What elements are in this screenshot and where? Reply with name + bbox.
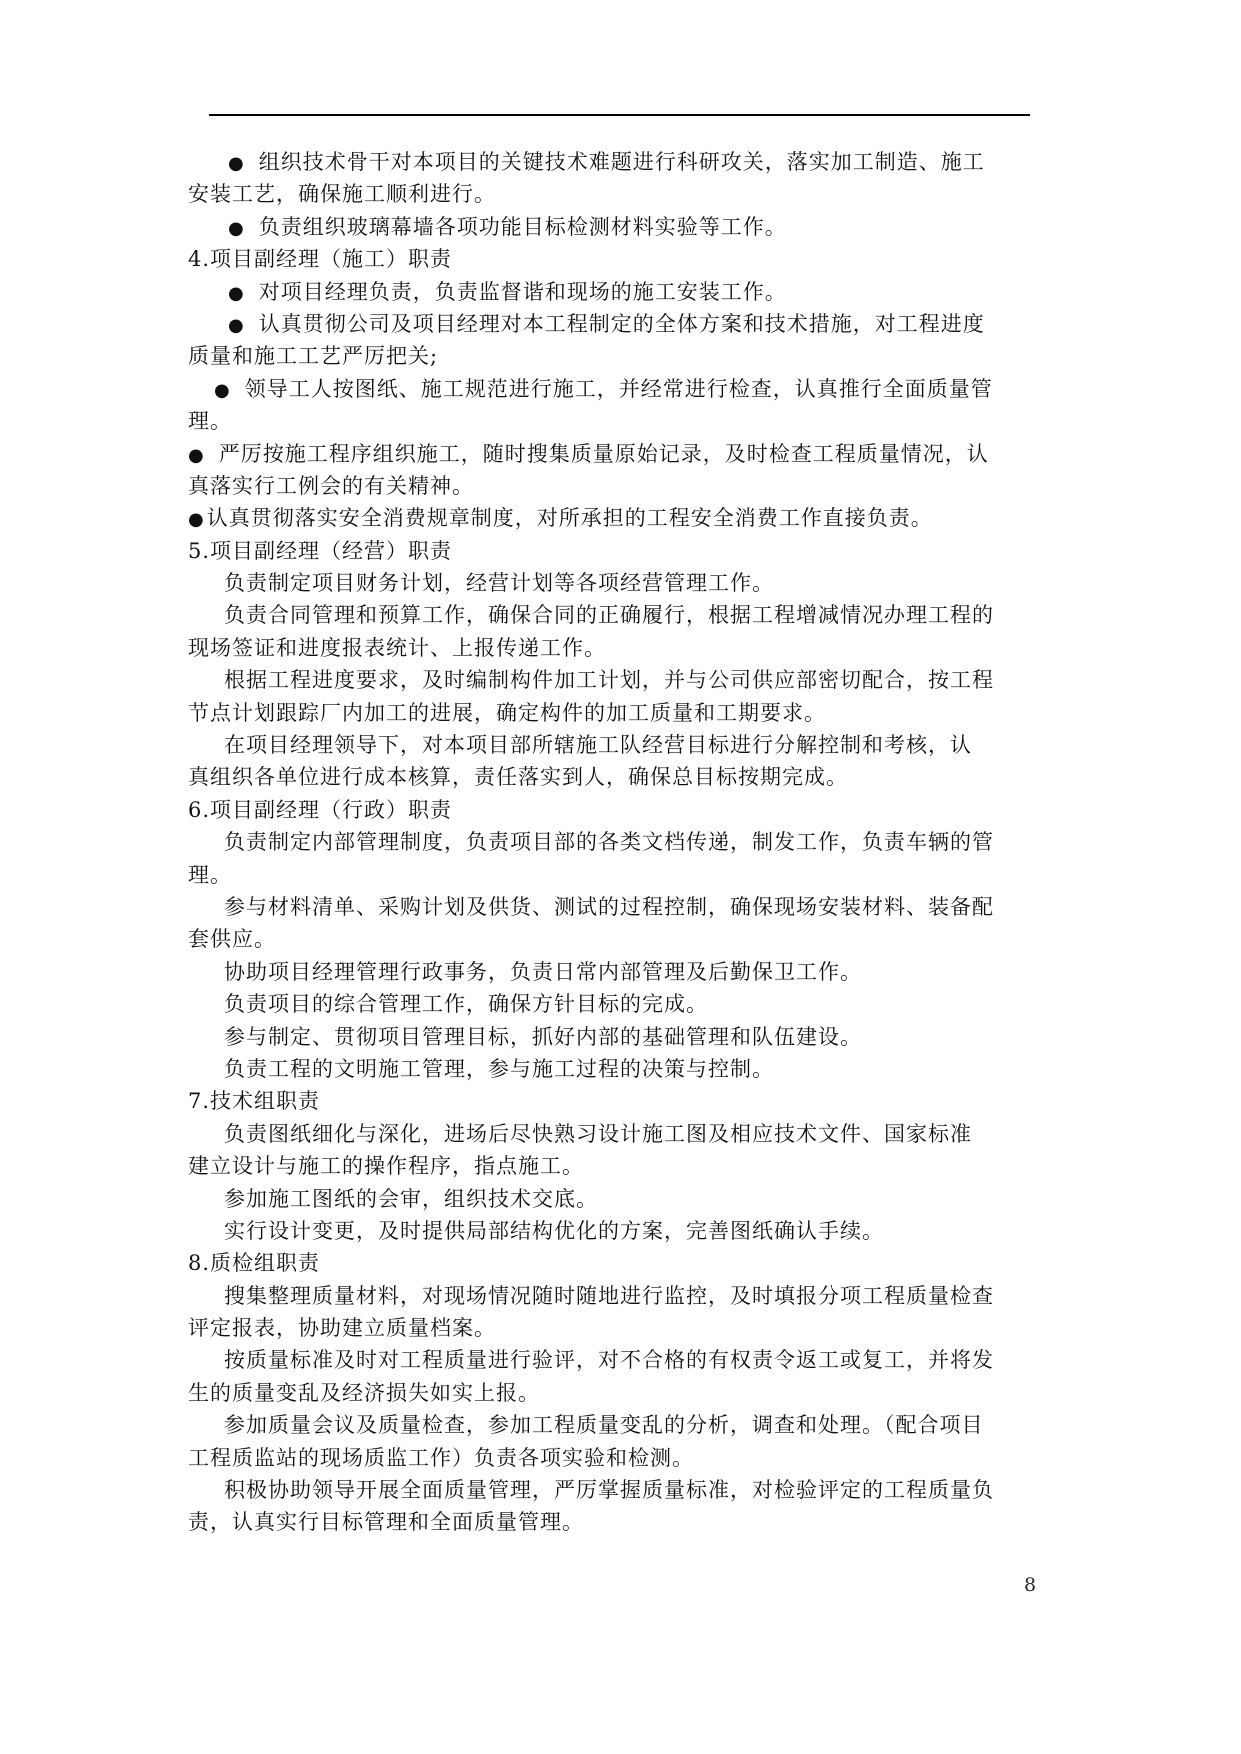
section-heading: 8.质检组职责 bbox=[188, 1251, 321, 1276]
bullet-icon: ● bbox=[228, 217, 245, 239]
section-heading: 4.项目副经理（施工）职责 bbox=[188, 247, 453, 272]
text-line: 组织技术骨干对本项目的关键技术难题进行科研攻关，落实加工制造、施工 bbox=[258, 150, 985, 174]
bullet-icon: ● bbox=[228, 314, 245, 336]
text-line: 搜集整理质量材料，对现场情况随时随地进行监控，及时填报分项工程质量检查 bbox=[224, 1283, 994, 1308]
bullet-icon: ● bbox=[188, 444, 205, 466]
section-heading: 6.项目副经理（行政）职责 bbox=[188, 797, 453, 822]
text-line: 参与制定、贯彻项目管理目标，抓好内部的基础管理和队伍建设。 bbox=[224, 1024, 862, 1049]
text-line: 对项目经理负责，负责监督谐和现场的施工安装工作。 bbox=[258, 279, 787, 304]
text-line: 负责项目的综合管理工作，确保方针目标的完成。 bbox=[224, 992, 708, 1017]
text-line: 真落实行工例会的有关精神。 bbox=[188, 473, 474, 498]
section-heading: 7.技术组职责 bbox=[188, 1089, 321, 1114]
text-line: 在项目经理领导下，对本项目部所辖施工队经营目标进行分解控制和考核，认 bbox=[224, 733, 972, 758]
text-line: 实行设计变更，及时提供局部结构优化的方案，完善图纸确认手续。 bbox=[224, 1218, 884, 1243]
text-line: 负责组织玻璃幕墙各项功能目标检测材料实验等工作。 bbox=[258, 214, 787, 239]
text-line: 负责制定项目财务计划，经营计划等各项经营管理工作。 bbox=[224, 571, 774, 596]
bullet-item bbox=[188, 438, 1088, 470]
text-line: 评定报表，协助建立质量档案。 bbox=[188, 1316, 496, 1341]
text-line: 套供应。 bbox=[188, 927, 276, 952]
text-line: 根据工程进度要求，及时编制构件加工计划，并与公司供应部密切配合，按工程 bbox=[224, 668, 994, 693]
text-line: 节点计划跟踪厂内加工的进展，确定构件的加工质量和工期要求。 bbox=[188, 700, 826, 725]
bullet-item bbox=[188, 308, 1088, 340]
text-line: 责，认真实行目标管理和全面质量管理。 bbox=[188, 1510, 584, 1535]
text-line: 参加施工图纸的会审，组织技术交底。 bbox=[224, 1186, 598, 1211]
text-line: 真组织各单位进行成本核算，责任落实到人，确保总目标按期完成。 bbox=[188, 765, 848, 790]
bullet-item bbox=[188, 146, 1088, 178]
bullet-item bbox=[188, 502, 1088, 534]
bullet-icon: ● bbox=[188, 509, 205, 531]
text-line: 理。 bbox=[188, 862, 232, 887]
text-line: 理。 bbox=[188, 409, 232, 434]
bullet-icon: ● bbox=[228, 153, 245, 174]
text-line: 领导工人按图纸、施工规范进行施工，并经常进行检查，认真推行全面质量管 bbox=[244, 376, 993, 401]
bullet-item bbox=[188, 276, 1088, 308]
page-number: 8 bbox=[1024, 1574, 1037, 1596]
text-line: 负责工程的文明施工管理，参与施工过程的决策与控制。 bbox=[224, 1056, 774, 1081]
text-line: 负责图纸细化与深化，进场后尽快熟习设计施工图及相应技术文件、国家标准 bbox=[224, 1121, 972, 1146]
text-line: 积极协助领导开展全面质量管理，严厉掌握质量标准，对检验评定的工程质量负 bbox=[224, 1478, 994, 1503]
text-line: 现场签证和进度报表统计、上报传递工作。 bbox=[188, 635, 606, 660]
text-line: 建立设计与施工的操作程序，指点施工。 bbox=[188, 1154, 584, 1179]
text-line: 负责合同管理和预算工作，确保合同的正确履行，根据工程增减情况办理工程的 bbox=[224, 603, 994, 628]
text-line: 生的质量变乱及经济损失如实上报。 bbox=[188, 1380, 540, 1405]
header-rule bbox=[209, 114, 1030, 116]
text-line: 参与材料清单、采购计划及供货、测试的过程控制，确保现场安装材料、装备配 bbox=[224, 894, 994, 919]
bullet-item bbox=[188, 211, 1088, 243]
text-line: 认真贯彻公司及项目经理对本工程制定的全体方案和技术措施，对工程进度 bbox=[258, 311, 985, 336]
text-line: 工程质监站的现场质监工作）负责各项实验和检测。 bbox=[188, 1445, 694, 1470]
text-line: 安装工艺，确保施工顺利进行。 bbox=[188, 182, 496, 207]
text-line: 严厉按施工程序组织施工，随时搜集质量原始记录，及时检查工程质量情况，认 bbox=[218, 441, 989, 466]
document-body bbox=[188, 146, 1088, 1539]
text-line: 参加质量会议及质量检查，参加工程质量变乱的分析，调查和处理。（配合项目 bbox=[224, 1413, 984, 1438]
bullet-icon: ● bbox=[214, 379, 231, 401]
section-heading: 5.项目副经理（经营）职责 bbox=[188, 538, 453, 563]
bullet-item bbox=[188, 373, 1088, 405]
text-line: 按质量标准及时对工程质量进行验评，对不合格的有权责令返工或复工，并将发 bbox=[224, 1348, 994, 1373]
text-line: 认真贯彻落实安全消费规章制度，对所承担的工程安全消费工作直接负责。 bbox=[206, 506, 933, 531]
text-line: 质量和施工工艺严厉把关; bbox=[188, 344, 439, 369]
bullet-icon: ● bbox=[228, 282, 245, 304]
text-line: 负责制定内部管理制度，负责项目部的各类文档传递，制发工作，负责车辆的管 bbox=[224, 830, 994, 855]
text-line: 协助项目经理管理行政事务，负责日常内部管理及后勤保卫工作。 bbox=[224, 959, 862, 984]
